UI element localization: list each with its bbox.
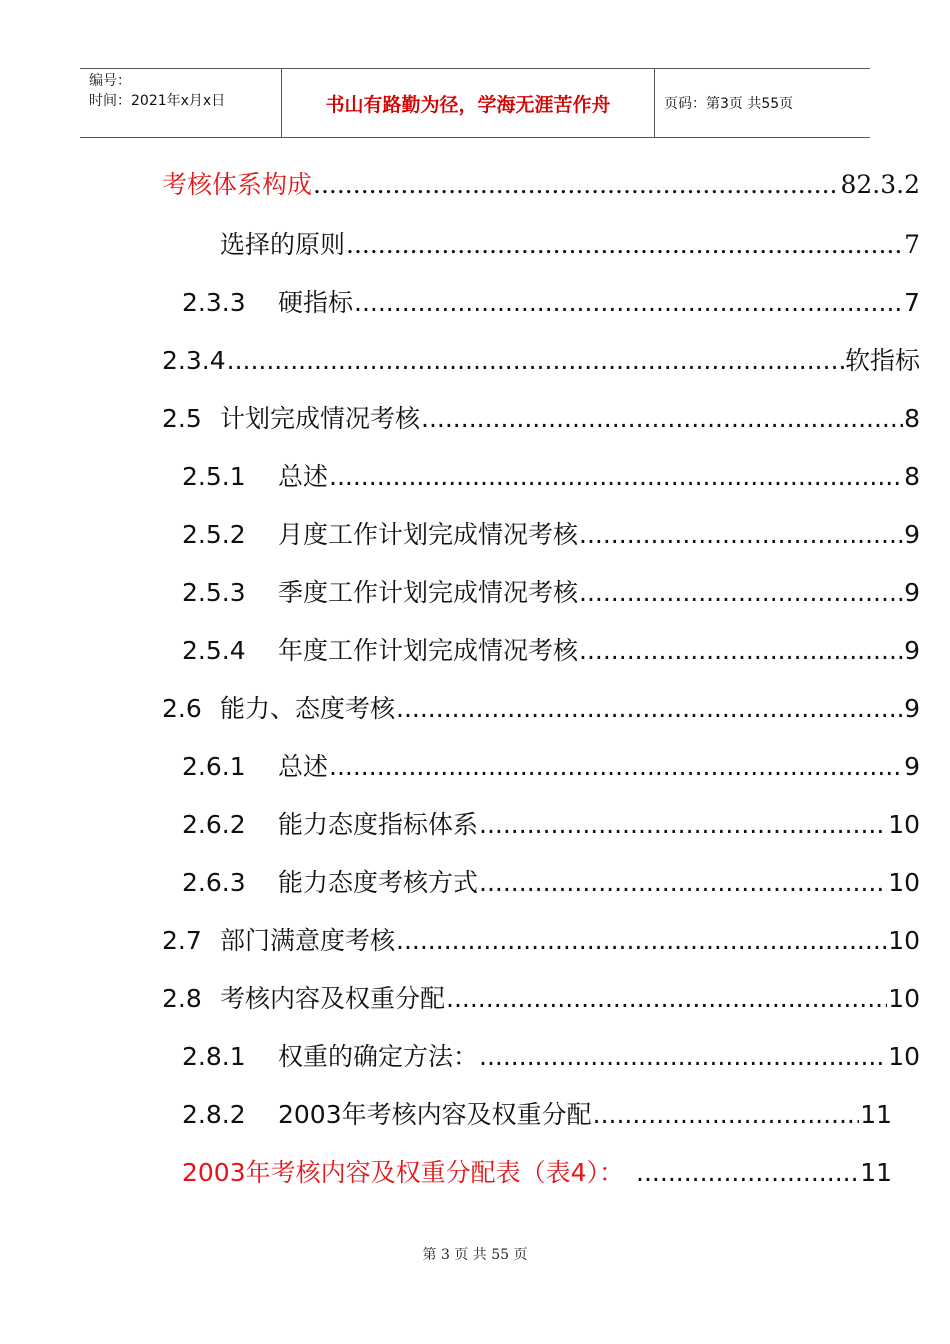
toc-leader-dots — [479, 808, 887, 842]
toc-entry-title: 总述 — [278, 462, 329, 491]
toc-entry-page: 82.3.2 — [840, 170, 920, 199]
toc-entry-page: 11 — [860, 1100, 892, 1129]
toc-entry[interactable] — [182, 1156, 892, 1190]
toc-entry-number: 2.8 — [162, 984, 202, 1013]
toc-entry-page: 10 — [888, 810, 920, 839]
toc-entry[interactable] — [182, 750, 920, 784]
toc-leader-dots — [579, 518, 903, 552]
toc-entry-number: 2.7 — [162, 926, 202, 955]
toc-entry[interactable] — [182, 576, 920, 610]
toc-entry-number: 2.3.3 — [182, 288, 246, 317]
toc-entry-title: 季度工作计划完成情况考核 — [278, 578, 579, 607]
toc-entry[interactable] — [182, 866, 920, 900]
toc-entry[interactable] — [162, 924, 920, 958]
toc-entry-number: 2.6.1 — [182, 752, 246, 781]
toc-entry[interactable] — [182, 460, 920, 494]
header-meta — [89, 71, 225, 111]
toc-entry-title: 部门满意度考核 — [220, 926, 396, 955]
toc-leader-dots — [479, 866, 887, 900]
toc-leader-dots — [636, 1156, 859, 1190]
toc-entry-page: 9 — [904, 520, 920, 549]
toc-entry-page: 8 — [904, 462, 920, 491]
toc-entry[interactable] — [182, 808, 920, 842]
toc-leader-dots — [593, 1098, 860, 1132]
toc-entry-page: 7 — [904, 230, 920, 259]
toc-entry[interactable] — [162, 692, 920, 726]
toc-entry-number: 2.5.1 — [182, 462, 246, 491]
toc-entry-title: 计划完成情况考核 — [220, 404, 421, 433]
header-time-label: 时间：2021年x月x日 — [89, 93, 226, 109]
toc-entry[interactable] — [182, 1098, 892, 1132]
toc-entry-title: 年度工作计划完成情况考核 — [278, 636, 579, 665]
toc-entry-page: 10 — [888, 984, 920, 1013]
page-footer: 第 3 页 共 55 页 — [422, 1247, 528, 1263]
toc-entry-page: 8 — [904, 404, 920, 433]
toc-leader-dots — [396, 924, 887, 958]
toc-entry-page: 10 — [888, 868, 920, 897]
toc-entry-page: 11 — [860, 1158, 892, 1187]
header-motto: 书山有路勤为径，学海无涯苦作舟 — [325, 93, 611, 116]
toc-leader-dots — [396, 692, 903, 726]
toc-entry-title: 权重的确定方法： — [278, 1042, 479, 1071]
toc-entry-page: 10 — [888, 1042, 920, 1071]
toc-entry[interactable] — [220, 228, 920, 262]
toc-entry-number: 2.8.1 — [182, 1042, 246, 1071]
toc-entry-title: 2003年考核内容及权重分配表（表4）： — [182, 1158, 625, 1187]
toc-entry-page: 9 — [904, 694, 920, 723]
toc-entry-number: 2.5.3 — [182, 578, 246, 607]
toc-entry-page: 7 — [904, 288, 920, 317]
toc-leader-dots — [329, 750, 903, 784]
toc-entry[interactable] — [182, 1040, 920, 1074]
toc-leader-dots — [354, 286, 903, 320]
toc-leader-dots — [227, 344, 844, 378]
toc-entry-number: 2.6 — [162, 694, 202, 723]
toc-entry-number: 2.6.2 — [182, 810, 246, 839]
toc-entry-number: 2.5.4 — [182, 636, 246, 665]
toc-entry-title: 考核内容及权重分配 — [220, 984, 446, 1013]
toc-entry-title: 能力态度考核方式 — [278, 868, 479, 897]
toc-entry-number: 2.8.2 — [182, 1100, 246, 1129]
toc-entry-number: 2.6.3 — [182, 868, 246, 897]
toc-leader-dots — [579, 634, 903, 668]
toc-entry-page: 9 — [904, 636, 920, 665]
toc-entry-title: 硬指标 — [278, 288, 354, 317]
toc-entry-number: 2.5.2 — [182, 520, 246, 549]
page-header — [80, 68, 870, 138]
header-divider — [654, 69, 655, 137]
toc-entry[interactable] — [162, 168, 920, 202]
header-page-info: 页码：第3页 共55页 — [664, 96, 794, 112]
header-code-label: 编号： — [89, 73, 131, 89]
toc-entry-number: 2.5 — [162, 404, 202, 433]
toc-leader-dots — [329, 460, 903, 494]
toc-entry-title: 考核体系构成 — [162, 170, 313, 199]
toc-entry-page: 9 — [904, 752, 920, 781]
toc-entry-title: 2003年考核内容及权重分配 — [278, 1100, 592, 1129]
toc-entry[interactable] — [162, 344, 920, 378]
toc-entry[interactable] — [162, 982, 920, 1016]
toc-entry[interactable] — [182, 286, 920, 320]
toc-entry-page: 软指标 — [844, 346, 920, 375]
toc-entry[interactable] — [162, 402, 920, 436]
toc-leader-dots — [421, 402, 903, 436]
toc-entry-title: 总述 — [278, 752, 329, 781]
toc-entry-title: 月度工作计划完成情况考核 — [278, 520, 579, 549]
toc-leader-dots — [479, 1040, 887, 1074]
toc-entry-page: 10 — [888, 926, 920, 955]
toc-leader-dots — [346, 228, 903, 262]
toc-entry-page: 9 — [904, 578, 920, 607]
toc-entry-title: 选择的原则 — [220, 230, 346, 259]
toc-leader-dots — [313, 168, 839, 202]
toc-entry-number: 2.3.4 — [162, 346, 226, 375]
toc-leader-dots — [579, 576, 903, 610]
toc-entry-title: 能力态度指标体系 — [278, 810, 479, 839]
toc-leader-dots — [446, 982, 887, 1016]
toc-entry[interactable] — [182, 634, 920, 668]
toc-entry-title: 能力、态度考核 — [220, 694, 396, 723]
toc-entry[interactable] — [182, 518, 920, 552]
